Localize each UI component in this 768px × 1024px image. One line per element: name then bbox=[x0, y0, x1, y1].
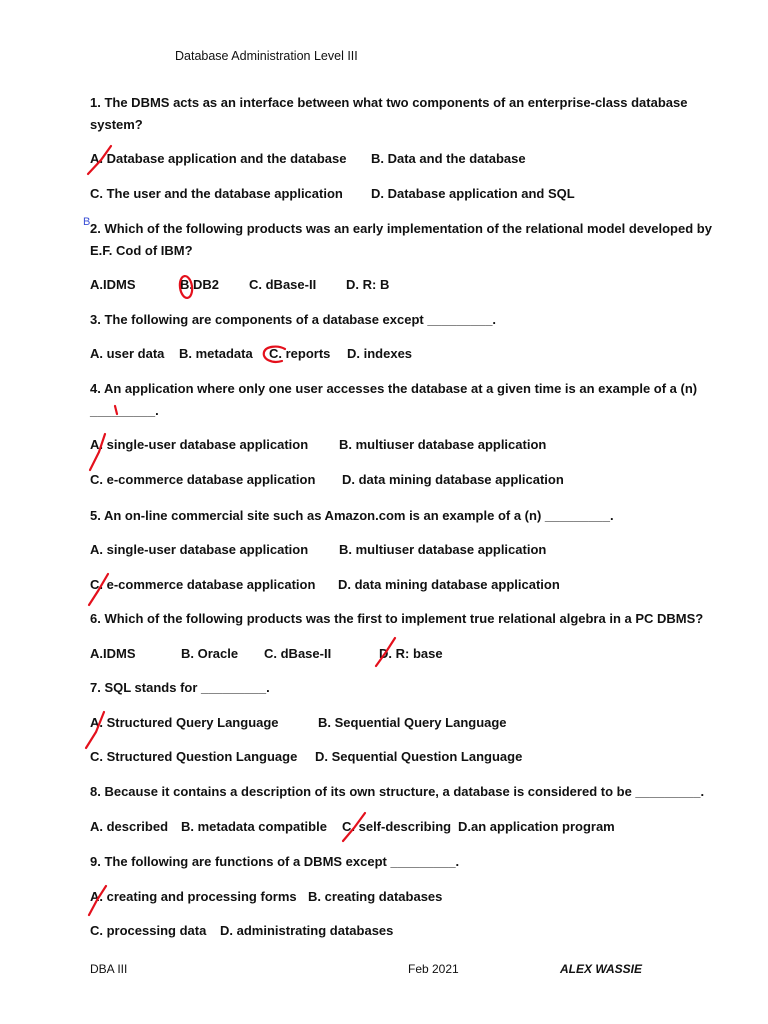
question-3-option-d: D. indexes bbox=[347, 346, 413, 361]
question-4-stem-line-1: 4. An application where only one user accesses the database at a given time is an example of a (n) bbox=[90, 381, 698, 396]
question-2-option-d: D. R: B bbox=[346, 277, 390, 292]
question-1-option-b: B. Data and the database bbox=[371, 151, 526, 166]
footer-date: Feb 2021 bbox=[408, 962, 459, 976]
question-6-option-b: B. Oracle bbox=[181, 646, 239, 661]
question-6-option-c: C. dBase-II bbox=[264, 646, 332, 661]
footer-author: ALEX WASSIE bbox=[560, 962, 643, 976]
question-9-option-b: B. creating databases bbox=[308, 889, 443, 904]
question-3-stem: 3. The following are components of a database except _________. bbox=[90, 312, 497, 327]
question-4-option-c: C. e-commerce database application bbox=[90, 472, 316, 487]
question-9-stem: 9. The following are functions of a DBMS except _________. bbox=[90, 854, 460, 869]
question-2-option-c: C. dBase-II bbox=[249, 277, 317, 292]
question-5-option-c: C. e-commerce database application bbox=[90, 577, 316, 592]
question-9-option-a: A. creating and processing forms bbox=[90, 889, 297, 904]
question-9-option-d: D. administrating databases bbox=[220, 923, 394, 938]
question-8-option-d: D.an application program bbox=[458, 819, 615, 834]
question-1-option-c: C. The user and the database application bbox=[90, 186, 343, 201]
question-2-stem-line-2: E.F. Cod of IBM? bbox=[90, 243, 193, 258]
question-5-option-a: A. single-user database application bbox=[90, 542, 309, 557]
question-4-option-a: A. single-user database application bbox=[90, 437, 309, 452]
question-6-stem: 6. Which of the following products was the first to implement true relational algebra in a PC DBMS? bbox=[90, 611, 704, 626]
question-1-option-a: A. Database application and the database bbox=[90, 151, 347, 166]
page-header-title: Database Administration Level III bbox=[175, 49, 358, 63]
question-7-stem: 7. SQL stands for _________. bbox=[90, 680, 270, 695]
question-3-option-a: A. user data bbox=[90, 346, 165, 361]
question-5-stem: 5. An on-line commercial site such as Amazon.com is an example of a (n) _________. bbox=[90, 508, 614, 523]
question-4-option-b: B. multiuser database application bbox=[339, 437, 547, 452]
question-5-option-b: B. multiuser database application bbox=[339, 542, 547, 557]
question-4-option-d: D. data mining database application bbox=[342, 472, 564, 487]
margin-note-b: B bbox=[83, 216, 91, 228]
question-8-option-b: B. metadata compatible bbox=[181, 819, 327, 834]
question-7-option-c: C. Structured Question Language bbox=[90, 749, 298, 764]
question-7-option-d: D. Sequential Question Language bbox=[315, 749, 523, 764]
question-3-option-c: C. reports bbox=[269, 346, 331, 361]
question-4-stem-line-2: _________. bbox=[90, 403, 159, 418]
question-2-stem-line-1: 2. Which of the following products was an early implementation of the relational model developed by bbox=[90, 221, 712, 236]
question-9-option-c: C. processing data bbox=[90, 923, 207, 938]
question-1-stem-line-2: system? bbox=[90, 117, 143, 132]
question-8-stem: 8. Because it contains a description of its own structure, a database is considered to be _________. bbox=[90, 784, 705, 799]
question-6-option-a: A.IDMS bbox=[90, 646, 136, 661]
question-8-option-c: C. self-describing bbox=[342, 819, 452, 834]
question-6-option-d: D. R: base bbox=[379, 646, 443, 661]
question-2-option-b: B.DB2 bbox=[180, 277, 220, 292]
question-7-option-a: A. Structured Query Language bbox=[90, 715, 279, 730]
footer-course: DBA III bbox=[90, 962, 128, 976]
question-2-option-a: A.IDMS bbox=[90, 277, 136, 292]
question-3-option-b: B. metadata bbox=[179, 346, 253, 361]
question-1-option-d: D. Database application and SQL bbox=[371, 186, 575, 201]
question-1-stem-line-1: 1. The DBMS acts as an interface between what two components of an enterprise-class database bbox=[90, 95, 688, 110]
question-7-option-b: B. Sequential Query Language bbox=[318, 715, 507, 730]
question-8-option-a: A. described bbox=[90, 819, 169, 834]
question-5-option-d: D. data mining database application bbox=[338, 577, 560, 592]
